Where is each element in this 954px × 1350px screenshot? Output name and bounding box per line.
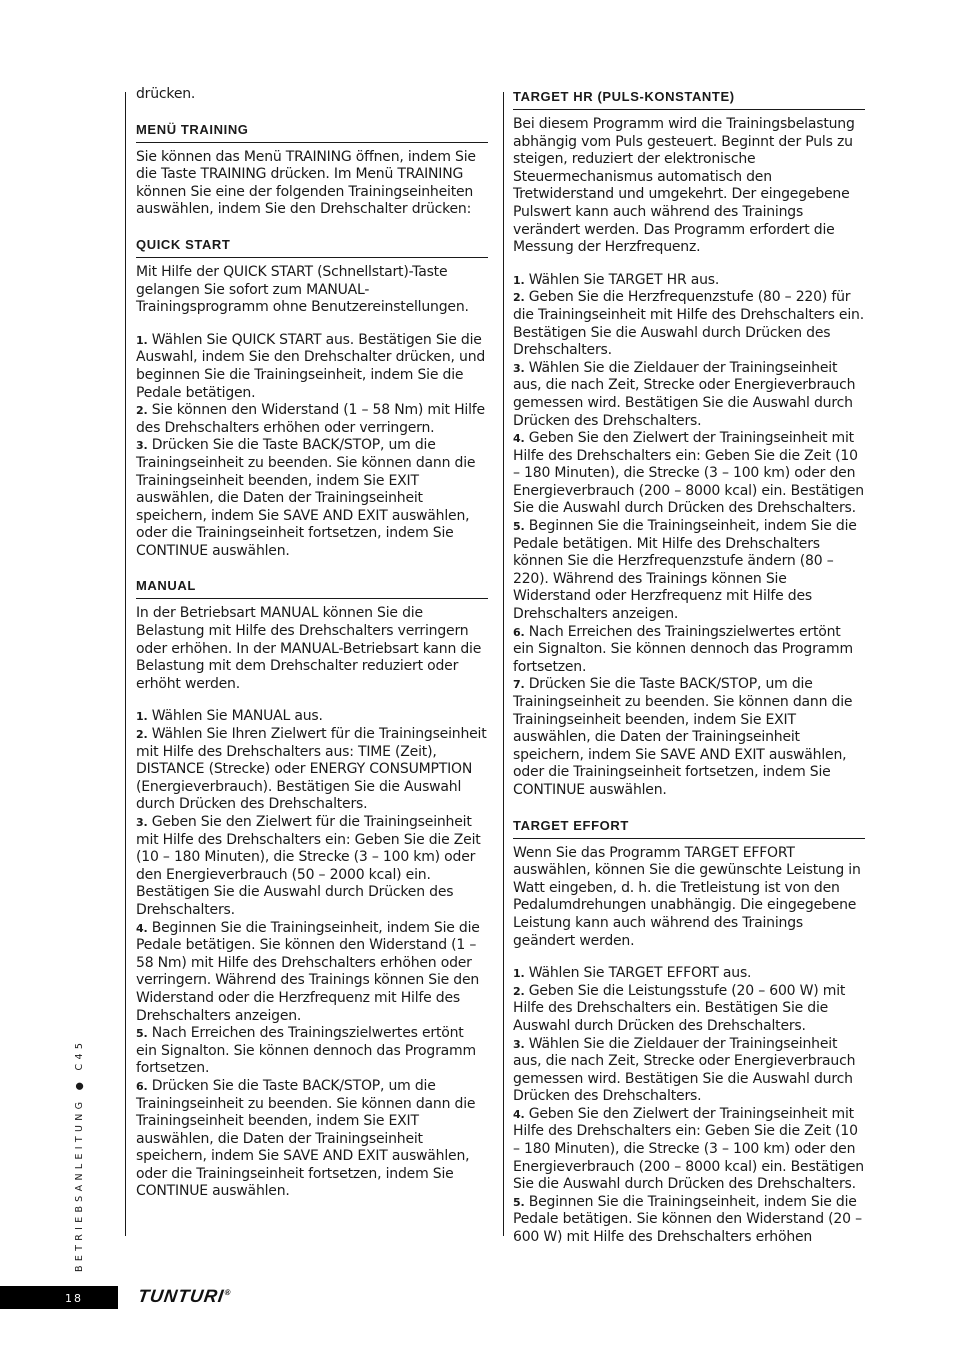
step-number: 1. xyxy=(136,710,148,724)
list-item xyxy=(513,1106,865,1194)
step-text: Beginnen Sie die Trainingseinheit, indem Sie die Pedale betätigen. Mit Hilfe des Drehschalters können Sie die Herzfrequenzstufe ändern (80 – 220). Während des Trainings können Sie Widerstand oder Herzfrequenz mit Hilfe des Drehschalters anzeigen. xyxy=(513,518,857,623)
section-paragraph: Bei diesem Programm wird die Trainingsbelastung abhängig vom Puls gesteuert. Beginnt der Puls zu steigen, reduziert der elektronische Steuermechanismus automatisch den Tretwiderstand und umgekehrt. Der eingegebene Pulswert kann auch während des Trainings verändert werden. Das Programm erfordert die Messung der Herzfrequenz. xyxy=(513,116,855,256)
step-number: 4. xyxy=(513,1107,525,1121)
step-text: Wählen Sie TARGET EFFORT aus. xyxy=(528,965,752,982)
step-number: 4. xyxy=(136,921,148,935)
page-number-bar xyxy=(0,1286,118,1309)
list-item xyxy=(513,965,865,983)
list-item xyxy=(513,676,865,799)
step-number: 5. xyxy=(513,1195,525,1209)
step-text: Wählen Sie QUICK START aus. Bestätigen Sie die Auswahl, indem Sie den Drehschalter drücken, und beginnen Sie die Trainingseinheit, indem Sie die Pedale betätigen. xyxy=(136,331,486,401)
list-item xyxy=(136,920,488,1026)
logo-text: TUNTURI xyxy=(136,1286,226,1306)
step-number: 4. xyxy=(513,432,525,446)
step-text: Beginnen Sie die Trainingseinheit, indem Sie die Pedale betätigen. Sie können den Widerstand (20 – 600 W) mit Hilfe des Drehschalters erhöhen xyxy=(513,1193,862,1246)
list-item xyxy=(136,1078,488,1201)
section-heading: TARGET HR (PULS-KONSTANTE) xyxy=(513,89,865,110)
step-text: Sie können den Widerstand (1 – 58 Nm) mit Hilfe des Drehschalters erhöhen oder verringern. xyxy=(136,402,485,436)
section-target-effort xyxy=(513,818,865,1247)
step-number: 1. xyxy=(136,333,148,347)
list-item xyxy=(513,1194,865,1247)
step-number: 3. xyxy=(513,361,525,375)
section-heading: MENÜ TRAINING xyxy=(136,122,488,143)
right-column xyxy=(513,86,865,1247)
step-number: 2. xyxy=(136,404,148,418)
step-number: 5. xyxy=(513,520,525,534)
list-item xyxy=(136,437,488,560)
step-text: Geben Sie die Leistungsstufe (20 – 600 W) mit Hilfe des Drehschalters ein. Bestätigen Sie die Auswahl durch Drücken des Drehschalters. xyxy=(513,982,846,1034)
registered-mark: ® xyxy=(223,1288,233,1297)
step-text: Wählen Sie MANUAL aus. xyxy=(151,708,323,725)
step-text: Beginnen Sie die Trainingseinheit, indem Sie die Pedale betätigen. Sie können den Widerstand (1 – 58 Nm) mit Hilfe des Drehschalters erhöhen oder verringern. Während des Trainings können Sie den Widerstand oder die Herzfrequenz mit Hilfe des Drehschalters anzeigen. xyxy=(136,919,480,1024)
step-number: 5. xyxy=(136,1027,148,1041)
step-number: 1. xyxy=(513,273,525,287)
sidebar-document-title: BETRIEBSANLEITUNG ● C45 xyxy=(74,1038,85,1272)
page-number: 18 xyxy=(65,1292,83,1305)
section-paragraph: Sie können das Menü TRAINING öffnen, indem Sie die Taste TRAINING drücken. Im Menü TRAINING können Sie eine der folgenden Trainingseinheiten auswählen, indem Sie den Drehschalter drücken: xyxy=(136,148,476,218)
step-text: Drücken Sie die Taste BACK/STOP, um die Trainingseinheit zu beenden. Sie können dann die Trainingseinheit beenden, indem Sie EXIT auswählen, die Daten der Trainingseinheit speichern, indem Sie SAVE AND EXIT auswählen, oder die Trainingseinheit fortsetzen, indem Sie CONTINUE auswählen. xyxy=(513,676,853,798)
section-heading: QUICK START xyxy=(136,237,488,258)
left-column xyxy=(136,86,488,1201)
step-number: 6. xyxy=(513,625,525,639)
step-text: Drücken Sie die Taste BACK/STOP, um die Trainingseinheit zu beenden. Sie können dann die Trainingseinheit beenden, indem Sie EXIT auswählen, die Daten der Trainingseinheit speichern, indem Sie SAVE AND EXIT auswählen, oder die Trainingseinheit fortsetzen, indem Sie CONTINUE auswählen. xyxy=(136,437,476,559)
step-text: Nach Erreichen des Trainingszielwertes ertönt ein Signalton. Sie können dennoch das Programm fortsetzen. xyxy=(513,623,853,675)
step-text: Wählen Sie die Zieldauer der Trainingseinheit aus, die nach Zeit, Strecke oder Energieverbrauch gemessen wird. Bestätigen Sie die Auswahl durch Drücken des Drehschalters. xyxy=(513,1035,856,1105)
section-paragraph: Mit Hilfe der QUICK START (Schnellstart)-Taste gelangen Sie sofort zum MANUAL-Trainingsprogramm ohne Benutzereinstellungen. xyxy=(136,263,469,316)
section-manual xyxy=(136,578,488,1201)
list-item xyxy=(513,624,865,677)
step-number: 3. xyxy=(136,816,148,829)
list-item xyxy=(513,360,865,430)
step-number: 6. xyxy=(136,1079,148,1093)
list-item xyxy=(513,289,865,359)
intro-text: drücken. xyxy=(136,86,196,102)
step-number: 1. xyxy=(513,967,525,981)
section-menu-training xyxy=(136,122,488,219)
brand-logo xyxy=(137,1286,233,1307)
step-text: Geben Sie den Zielwert der Trainingseinheit mit Hilfe des Drehschalters ein: Geben Sie die Zeit (10 – 180 Minuten), die Strecke (3 – 100 km) oder den Energieverbrauch (200 – 8000 kcal) ein. Bestätigen Sie die Auswahl durch Drücken des Drehschalters. xyxy=(513,430,864,517)
step-text: Geben Sie den Zielwert der Trainingseinheit mit Hilfe des Drehschalters ein: Geben Sie die Zeit (10 – 180 Minuten), die Strecke (3 – 100 km) oder den Energieverbrauch (200 – 8000 kcal) ein. Bestätigen Sie die Auswahl durch Drücken des Drehschalters. xyxy=(513,1105,864,1193)
step-text: Drücken Sie die Taste BACK/STOP, um die Trainingseinheit zu beenden. Sie können dann die Trainingseinheit beenden, indem Sie EXIT auswählen, die Daten der Trainingseinheit speichern, indem Sie SAVE AND EXIT auswählen, oder die Trainingseinheit fortsetzen, indem Sie CONTINUE auswählen. xyxy=(136,1077,476,1200)
list-item xyxy=(136,402,488,437)
section-paragraph: In der Betriebsart MANUAL können Sie die Belastung mit Hilfe des Drehschalters verringern oder erhöhen. In der MANUAL-Betriebsart kann die Belastung mit dem Drehschalter reduziert oder erhöht werden. xyxy=(136,605,482,692)
step-text: Nach Erreichen des Trainingszielwertes ertönt ein Signalton. Sie können dennoch das Programm fortsetzen. xyxy=(136,1025,476,1077)
step-number: 7. xyxy=(513,678,525,692)
section-target-hr xyxy=(513,89,865,800)
section-heading: TARGET EFFORT xyxy=(513,818,865,839)
list-item xyxy=(136,726,488,814)
step-text: Wählen Sie TARGET HR aus. xyxy=(528,271,720,288)
list-item xyxy=(513,272,865,290)
right-column-rule xyxy=(503,92,504,1236)
step-text: Wählen Sie die Zieldauer der Trainingseinheit aus, die nach Zeit, Strecke oder Energieverbrauch gemessen wird. Bestätigen Sie die Auswahl durch Drücken des Drehschalters. xyxy=(513,359,856,429)
step-text: Wählen Sie Ihren Zielwert für die Trainingseinheit mit Hilfe des Drehschalters aus: TIME (Zeit), DISTANCE (Strecke) oder ENERGY CONSUMPTION (Energieverbrauch). Bestätigen Sie die Auswahl durch Drücken des Drehschalters. xyxy=(136,726,487,813)
list-item xyxy=(513,518,865,624)
step-number: 2. xyxy=(513,291,525,305)
list-item xyxy=(136,708,488,726)
list-item xyxy=(513,430,865,518)
step-text: Geben Sie den Zielwert für die Trainingseinheit mit Hilfe des Drehschalters ein: Geben Sie die Zeit (10 – 180 Minuten), die Strecke (3 – 100 km) oder den Energieverbrauch (50 – 2000 kcal) ein. Bestätigen Sie die Auswahl durch Drücken des Drehschalters. xyxy=(136,814,481,918)
list-item xyxy=(513,1036,865,1106)
section-heading: MANUAL xyxy=(136,578,488,599)
step-number: 2. xyxy=(136,728,148,742)
section-paragraph: Wenn Sie das Programm TARGET EFFORT auswählen, können Sie die gewünschte Leistung in Watt eingeben, d. h. die Tretleistung ist von den Pedalumdrehungen unabhängig. Die eingegebene Leistung kann auch während des Trainings geändert werden. xyxy=(513,844,861,949)
list-item xyxy=(136,1025,488,1078)
section-quick-start xyxy=(136,237,488,561)
left-column-rule xyxy=(125,92,126,1236)
list-item xyxy=(136,814,488,920)
step-number: 3. xyxy=(136,439,148,453)
list-item xyxy=(513,983,865,1036)
step-number: 2. xyxy=(513,984,525,998)
step-text: Geben Sie die Herzfrequenzstufe (80 – 220) für die Trainingseinheit mit Hilfe des Drehschalters ein. Bestätigen Sie die Auswahl durch Drücken des Drehschalters. xyxy=(513,289,864,359)
list-item xyxy=(136,332,488,402)
step-number: 3. xyxy=(513,1037,525,1051)
